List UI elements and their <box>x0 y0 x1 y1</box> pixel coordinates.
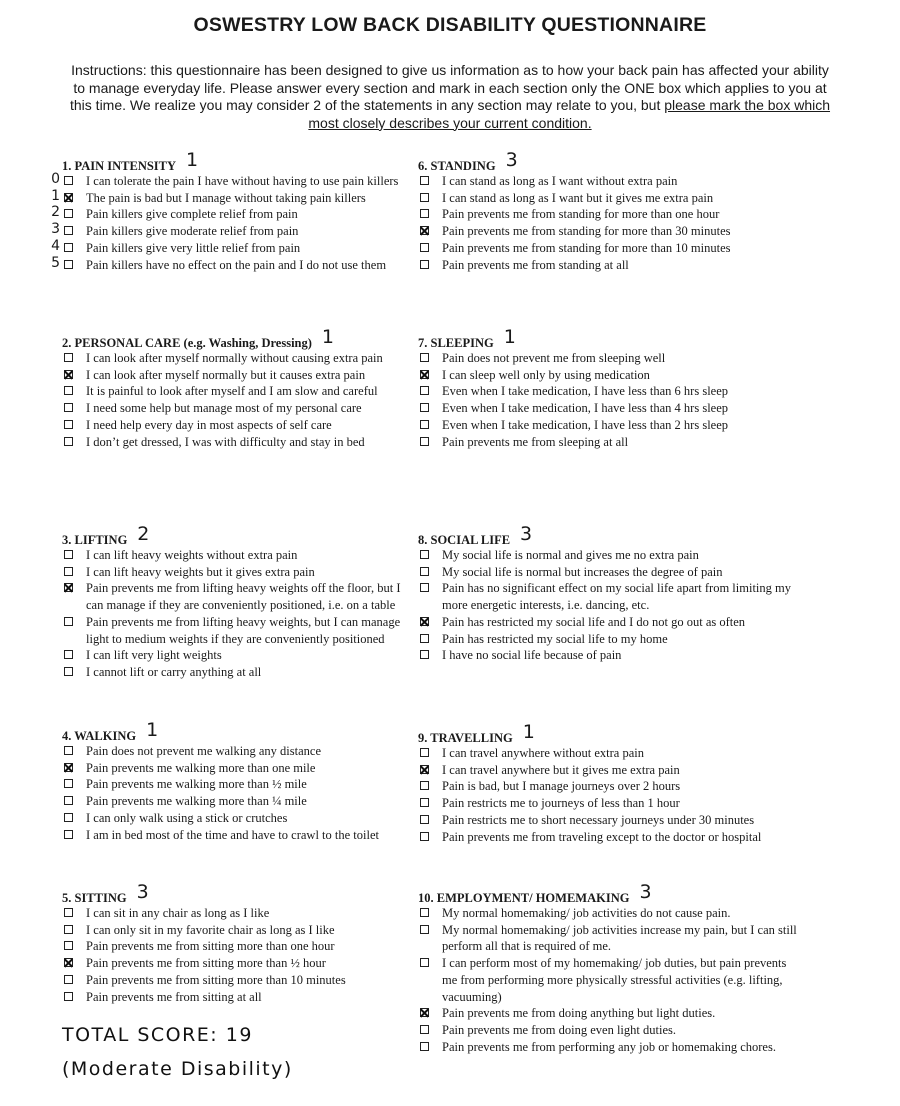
option-item <box>418 631 798 648</box>
option-item <box>62 434 412 451</box>
checkbox[interactable] <box>420 260 429 269</box>
option-text: Pain prevents me from sitting more than 10 minutes <box>86 972 346 987</box>
section-walking <box>62 719 412 843</box>
option-text: I need help every day in most aspects of self care <box>86 417 332 432</box>
checkbox[interactable] <box>420 781 429 790</box>
checkbox[interactable] <box>420 958 429 967</box>
section-score: 3 <box>505 149 518 171</box>
option-text: Even when I take medication, I have less than 4 hrs sleep <box>442 401 729 416</box>
checked-checkbox[interactable] <box>420 1008 429 1017</box>
option-text: Pain prevents me from standing for more than 30 minutes <box>442 224 731 239</box>
section-employment-homemaking <box>418 881 798 1055</box>
section-lifting <box>62 523 412 681</box>
checkbox[interactable] <box>420 437 429 446</box>
option-item <box>51 204 412 223</box>
section-score: 1 <box>503 326 516 348</box>
option-item <box>418 350 798 367</box>
option-text: Pain has restricted my social life and I do not go out as often <box>442 614 746 629</box>
section-title <box>418 721 798 745</box>
checkbox[interactable] <box>64 209 73 218</box>
checkbox[interactable] <box>420 908 429 917</box>
option-item <box>62 955 412 972</box>
option-text: I can look after myself normally without causing extra pain <box>86 351 383 365</box>
checked-checkbox[interactable] <box>64 958 73 967</box>
checked-checkbox[interactable] <box>64 763 73 772</box>
option-item <box>62 743 412 760</box>
section-personal-care <box>62 326 412 450</box>
checkbox[interactable] <box>64 420 73 429</box>
checkbox[interactable] <box>420 1025 429 1034</box>
checkbox[interactable] <box>64 243 73 252</box>
checkbox[interactable] <box>64 353 73 362</box>
checkbox[interactable] <box>64 437 73 446</box>
option-item <box>418 206 798 223</box>
option-text: My social life is normal and gives me no extra pain <box>442 548 699 562</box>
checkbox[interactable] <box>64 260 73 269</box>
option-item <box>418 1039 798 1056</box>
option-text: Pain restricts me to short necessary journeys under 30 minutes <box>442 812 755 827</box>
section-title <box>62 523 412 547</box>
option-text: I need some help but manage most of my personal care <box>86 401 362 416</box>
option-text: Pain restricts me to journeys of less than 1 hour <box>442 796 680 811</box>
option-text: My social life is normal but increases the degree of pain <box>442 564 723 579</box>
option-item <box>62 383 412 400</box>
checked-checkbox[interactable] <box>420 765 429 774</box>
checkbox[interactable] <box>64 992 73 1001</box>
option-text: Pain has no significant effect on my social life apart from limiting my more energetic interests, i.e. dancing, etc. <box>442 581 791 613</box>
option-text: Pain prevents me from sitting more than ½ hour <box>86 956 326 971</box>
option-item <box>51 254 412 274</box>
option-item <box>418 223 798 240</box>
section-title <box>418 149 798 173</box>
instructions-emphasis: please mark the box which most closely describes your current condition. <box>308 97 831 131</box>
checkbox[interactable] <box>420 403 429 412</box>
option-text: I can stand as long as I want but it gives me extra pain <box>442 190 714 205</box>
option-item <box>62 760 412 777</box>
option-item <box>418 580 798 613</box>
option-item <box>418 564 798 581</box>
option-item <box>62 350 412 367</box>
margin-score: 3 <box>51 221 60 238</box>
option-item <box>62 614 412 647</box>
checkbox[interactable] <box>64 650 73 659</box>
option-item <box>62 810 412 827</box>
option-text: Pain prevents me from sleeping at all <box>442 434 629 449</box>
option-item <box>418 400 798 417</box>
option-item <box>418 905 798 922</box>
checkbox[interactable] <box>64 925 73 934</box>
margin-score: 5 <box>51 254 60 271</box>
section-score: 1 <box>186 149 199 171</box>
checkbox[interactable] <box>420 815 429 824</box>
option-item <box>418 647 798 664</box>
option-text: I can only walk using a stick or crutches <box>86 810 288 825</box>
option-item <box>51 221 412 240</box>
option-text: The pain is bad but I manage without taking pain killers <box>86 190 366 205</box>
option-text: Pain has restricted my social life to my home <box>442 631 668 646</box>
checkbox[interactable] <box>64 830 73 839</box>
option-text: I cannot lift or carry anything at all <box>86 664 262 679</box>
section-title <box>418 523 798 547</box>
option-item <box>62 417 412 434</box>
checkbox[interactable] <box>420 193 429 202</box>
checkbox[interactable] <box>420 798 429 807</box>
section-standing <box>418 149 798 273</box>
option-item <box>418 778 798 795</box>
checkbox[interactable] <box>64 176 73 185</box>
option-item <box>418 762 798 779</box>
option-text: I can lift heavy weights but it gives extra pain <box>86 564 315 579</box>
option-item <box>51 187 412 207</box>
option-text: Pain prevents me walking more than ½ mile <box>86 777 307 792</box>
margin-score: 0 <box>51 171 60 187</box>
option-item <box>62 793 412 810</box>
checkbox[interactable] <box>420 243 429 252</box>
checkbox[interactable] <box>420 176 429 185</box>
checkbox[interactable] <box>420 420 429 429</box>
checkbox[interactable] <box>420 748 429 757</box>
section-title-text: 1. PAIN INTENSITY <box>62 159 177 173</box>
option-text: I can lift very light weights <box>86 648 222 663</box>
option-item <box>418 417 798 434</box>
disability-level: (Moderate Disability) <box>62 1058 293 1080</box>
checkbox[interactable] <box>64 941 73 950</box>
option-item <box>62 564 412 581</box>
checkbox[interactable] <box>420 925 429 934</box>
option-item <box>418 367 798 384</box>
option-text: Pain does not prevent me from sleeping well <box>442 351 666 365</box>
section-travelling <box>418 721 798 845</box>
option-text: I can lift heavy weights without extra pain <box>86 548 298 562</box>
option-item <box>418 190 798 207</box>
option-item <box>51 171 412 190</box>
option-item <box>418 383 798 400</box>
section-title-text: 10. EMPLOYMENT/ HOMEMAKING <box>418 891 630 905</box>
option-text: Pain prevents me from standing for more than 10 minutes <box>442 240 731 255</box>
option-text: I am in bed most of the time and have to crawl to the toilet <box>86 827 379 842</box>
option-text: I can sleep well only by using medication <box>442 367 650 382</box>
option-item <box>418 795 798 812</box>
option-text: Pain is bad, but I manage journeys over 2 hours <box>442 779 681 794</box>
option-item <box>62 400 412 417</box>
option-item <box>62 905 412 922</box>
option-item <box>418 829 798 846</box>
checked-checkbox[interactable] <box>420 617 429 626</box>
section-sleeping <box>418 326 798 450</box>
checked-checkbox[interactable] <box>420 226 429 235</box>
checkbox[interactable] <box>64 567 73 576</box>
option-item <box>418 434 798 451</box>
section-pain-intensity <box>51 149 412 273</box>
option-text: I can sit in any chair as long as I like <box>86 906 270 920</box>
section-score: 3 <box>639 881 652 903</box>
option-text: My normal homemaking/ job activities increase my pain, but I can still perform all that is required of me. <box>442 922 797 954</box>
option-text: Pain prevents me walking more than ¼ mile <box>86 794 307 809</box>
option-text: Pain does not prevent me walking any distance <box>86 744 322 758</box>
checkbox[interactable] <box>64 975 73 984</box>
option-text: Pain prevents me from sitting more than one hour <box>86 939 335 954</box>
checkbox[interactable] <box>64 779 73 788</box>
option-item <box>418 812 798 829</box>
option-text: I can stand as long as I want without extra pain <box>442 174 678 188</box>
option-text: Pain prevents me from doing even light duties. <box>442 1022 676 1037</box>
option-item <box>62 972 412 989</box>
checkbox[interactable] <box>420 209 429 218</box>
section-title-text: 5. SITTING <box>62 891 127 905</box>
option-item <box>62 664 412 681</box>
option-item <box>418 547 798 564</box>
section-title-text: 6. STANDING <box>418 159 496 173</box>
margin-score: 1 <box>51 187 60 204</box>
option-text: I can travel anywhere but it gives me extra pain <box>442 762 680 777</box>
checkbox[interactable] <box>420 353 429 362</box>
option-item <box>62 776 412 793</box>
section-title <box>62 326 412 350</box>
option-text: Pain killers give complete relief from pain <box>86 207 298 222</box>
option-text: Pain prevents me from traveling except to the doctor or hospital <box>442 829 762 844</box>
section-title-text: 3. LIFTING <box>62 533 128 547</box>
section-social-life <box>418 523 798 664</box>
instructions <box>70 62 830 132</box>
option-item <box>51 237 412 257</box>
checked-checkbox[interactable] <box>64 370 73 379</box>
option-item <box>62 922 412 939</box>
option-text: I can tolerate the pain I have without having to use pain killers <box>86 174 399 188</box>
option-item <box>418 1005 798 1022</box>
option-text: Pain killers give very little relief from pain <box>86 240 301 255</box>
option-item <box>62 547 412 564</box>
option-item <box>418 173 798 190</box>
section-title-text: 4. WALKING <box>62 729 137 743</box>
option-text: I don’t get dressed, I was with difficulty and stay in bed <box>86 434 365 449</box>
section-score: 3 <box>136 881 149 903</box>
checkbox[interactable] <box>64 746 73 755</box>
option-text: I can perform most of my homemaking/ job duties, but pain prevents me from performing more physically stressful activities (e.g. lifting, vacuuming) <box>442 956 787 1004</box>
checkbox[interactable] <box>64 667 73 676</box>
section-score: 2 <box>137 523 150 545</box>
page-title: OSWESTRY LOW BACK DISABILITY QUESTIONNAIRE <box>193 14 707 36</box>
checkbox[interactable] <box>64 617 73 626</box>
option-item <box>62 827 412 844</box>
option-text: Pain prevents me from performing any job or homemaking chores. <box>442 1039 776 1054</box>
option-item <box>418 240 798 257</box>
total-score: TOTAL SCORE: 19 <box>62 1024 253 1046</box>
section-title <box>62 881 412 905</box>
option-item <box>418 955 798 1005</box>
checkbox[interactable] <box>420 650 429 659</box>
option-text: Pain prevents me walking more than one mile <box>86 760 316 775</box>
section-title <box>418 326 798 350</box>
option-text: I have no social life because of pain <box>442 648 622 663</box>
checkbox[interactable] <box>420 634 429 643</box>
option-text: Pain prevents me from lifting heavy weights, but I can manage light to medium weights if they are conveniently positioned <box>86 614 401 646</box>
checkbox[interactable] <box>64 226 73 235</box>
checkbox[interactable] <box>64 813 73 822</box>
section-score: 3 <box>520 523 533 545</box>
checkbox[interactable] <box>64 403 73 412</box>
option-text: My normal homemaking/ job activities do not cause pain. <box>442 906 731 920</box>
option-item <box>418 1022 798 1039</box>
checkbox[interactable] <box>420 567 429 576</box>
checkbox[interactable] <box>64 908 73 917</box>
checkbox[interactable] <box>64 550 73 559</box>
section-title-text: 7. SLEEPING <box>418 336 494 350</box>
option-item <box>62 367 412 384</box>
checkbox[interactable] <box>64 796 73 805</box>
checkbox[interactable] <box>420 386 429 395</box>
checkbox[interactable] <box>420 1042 429 1051</box>
margin-score: 4 <box>51 237 60 254</box>
checked-checkbox[interactable] <box>64 193 73 202</box>
option-text: I can only sit in my favorite chair as long as I like <box>86 922 335 937</box>
section-title-text: 9. TRAVELLING <box>418 731 513 745</box>
checked-checkbox[interactable] <box>64 583 73 592</box>
section-title <box>418 881 798 905</box>
section-title-text: 8. SOCIAL LIFE <box>418 533 511 547</box>
option-item <box>62 938 412 955</box>
margin-score: 2 <box>51 204 60 221</box>
checkbox[interactable] <box>420 583 429 592</box>
option-item <box>418 922 798 955</box>
option-text: Pain prevents me from lifting heavy weights off the floor, but I can manage if they are conveniently positioned, i.e. on a table <box>86 581 401 613</box>
section-title-text: 2. PERSONAL CARE (e.g. Washing, Dressing) <box>62 336 312 350</box>
option-text: Pain killers give moderate relief from pain <box>86 224 299 239</box>
section-title <box>62 719 412 743</box>
checkbox[interactable] <box>420 550 429 559</box>
instructions-text: Instructions: this questionnaire has been designed to give us information as to how your back pain has affected your ability to manage everyday life. Please answer every section and mark in each section only the ONE box which applies to you at this time. We realize you may consider 2 of the statements in any section may relate to you, but <box>70 62 829 113</box>
section-score: 1 <box>321 326 335 348</box>
option-text: Even when I take medication, I have less than 6 hrs sleep <box>442 384 729 399</box>
option-text: Even when I take medication, I have less than 2 hrs sleep <box>442 417 729 432</box>
option-item <box>418 745 798 762</box>
option-text: I can travel anywhere without extra pain <box>442 746 644 760</box>
checkbox[interactable] <box>420 832 429 841</box>
option-item <box>418 257 798 274</box>
option-item <box>62 647 412 664</box>
option-text: Pain killers have no effect on the pain and I do not use them <box>86 257 387 272</box>
option-item <box>62 989 412 1006</box>
section-sitting <box>62 881 412 1005</box>
section-score: 1 <box>146 719 159 741</box>
section-title <box>62 149 412 173</box>
option-text: It is painful to look after myself and I am slow and careful <box>86 384 378 399</box>
option-item <box>62 580 412 613</box>
option-text: I can look after myself normally but it causes extra pain <box>86 367 366 382</box>
option-item <box>418 614 798 631</box>
option-text: Pain prevents me from doing anything but light duties. <box>442 1006 716 1021</box>
option-text: Pain prevents me from standing at all <box>442 257 629 272</box>
option-text: Pain prevents me from standing for more than one hour <box>442 207 720 222</box>
checked-checkbox[interactable] <box>420 370 429 379</box>
option-text: Pain prevents me from sitting at all <box>86 989 262 1004</box>
section-score: 1 <box>522 721 535 743</box>
checkbox[interactable] <box>64 386 73 395</box>
